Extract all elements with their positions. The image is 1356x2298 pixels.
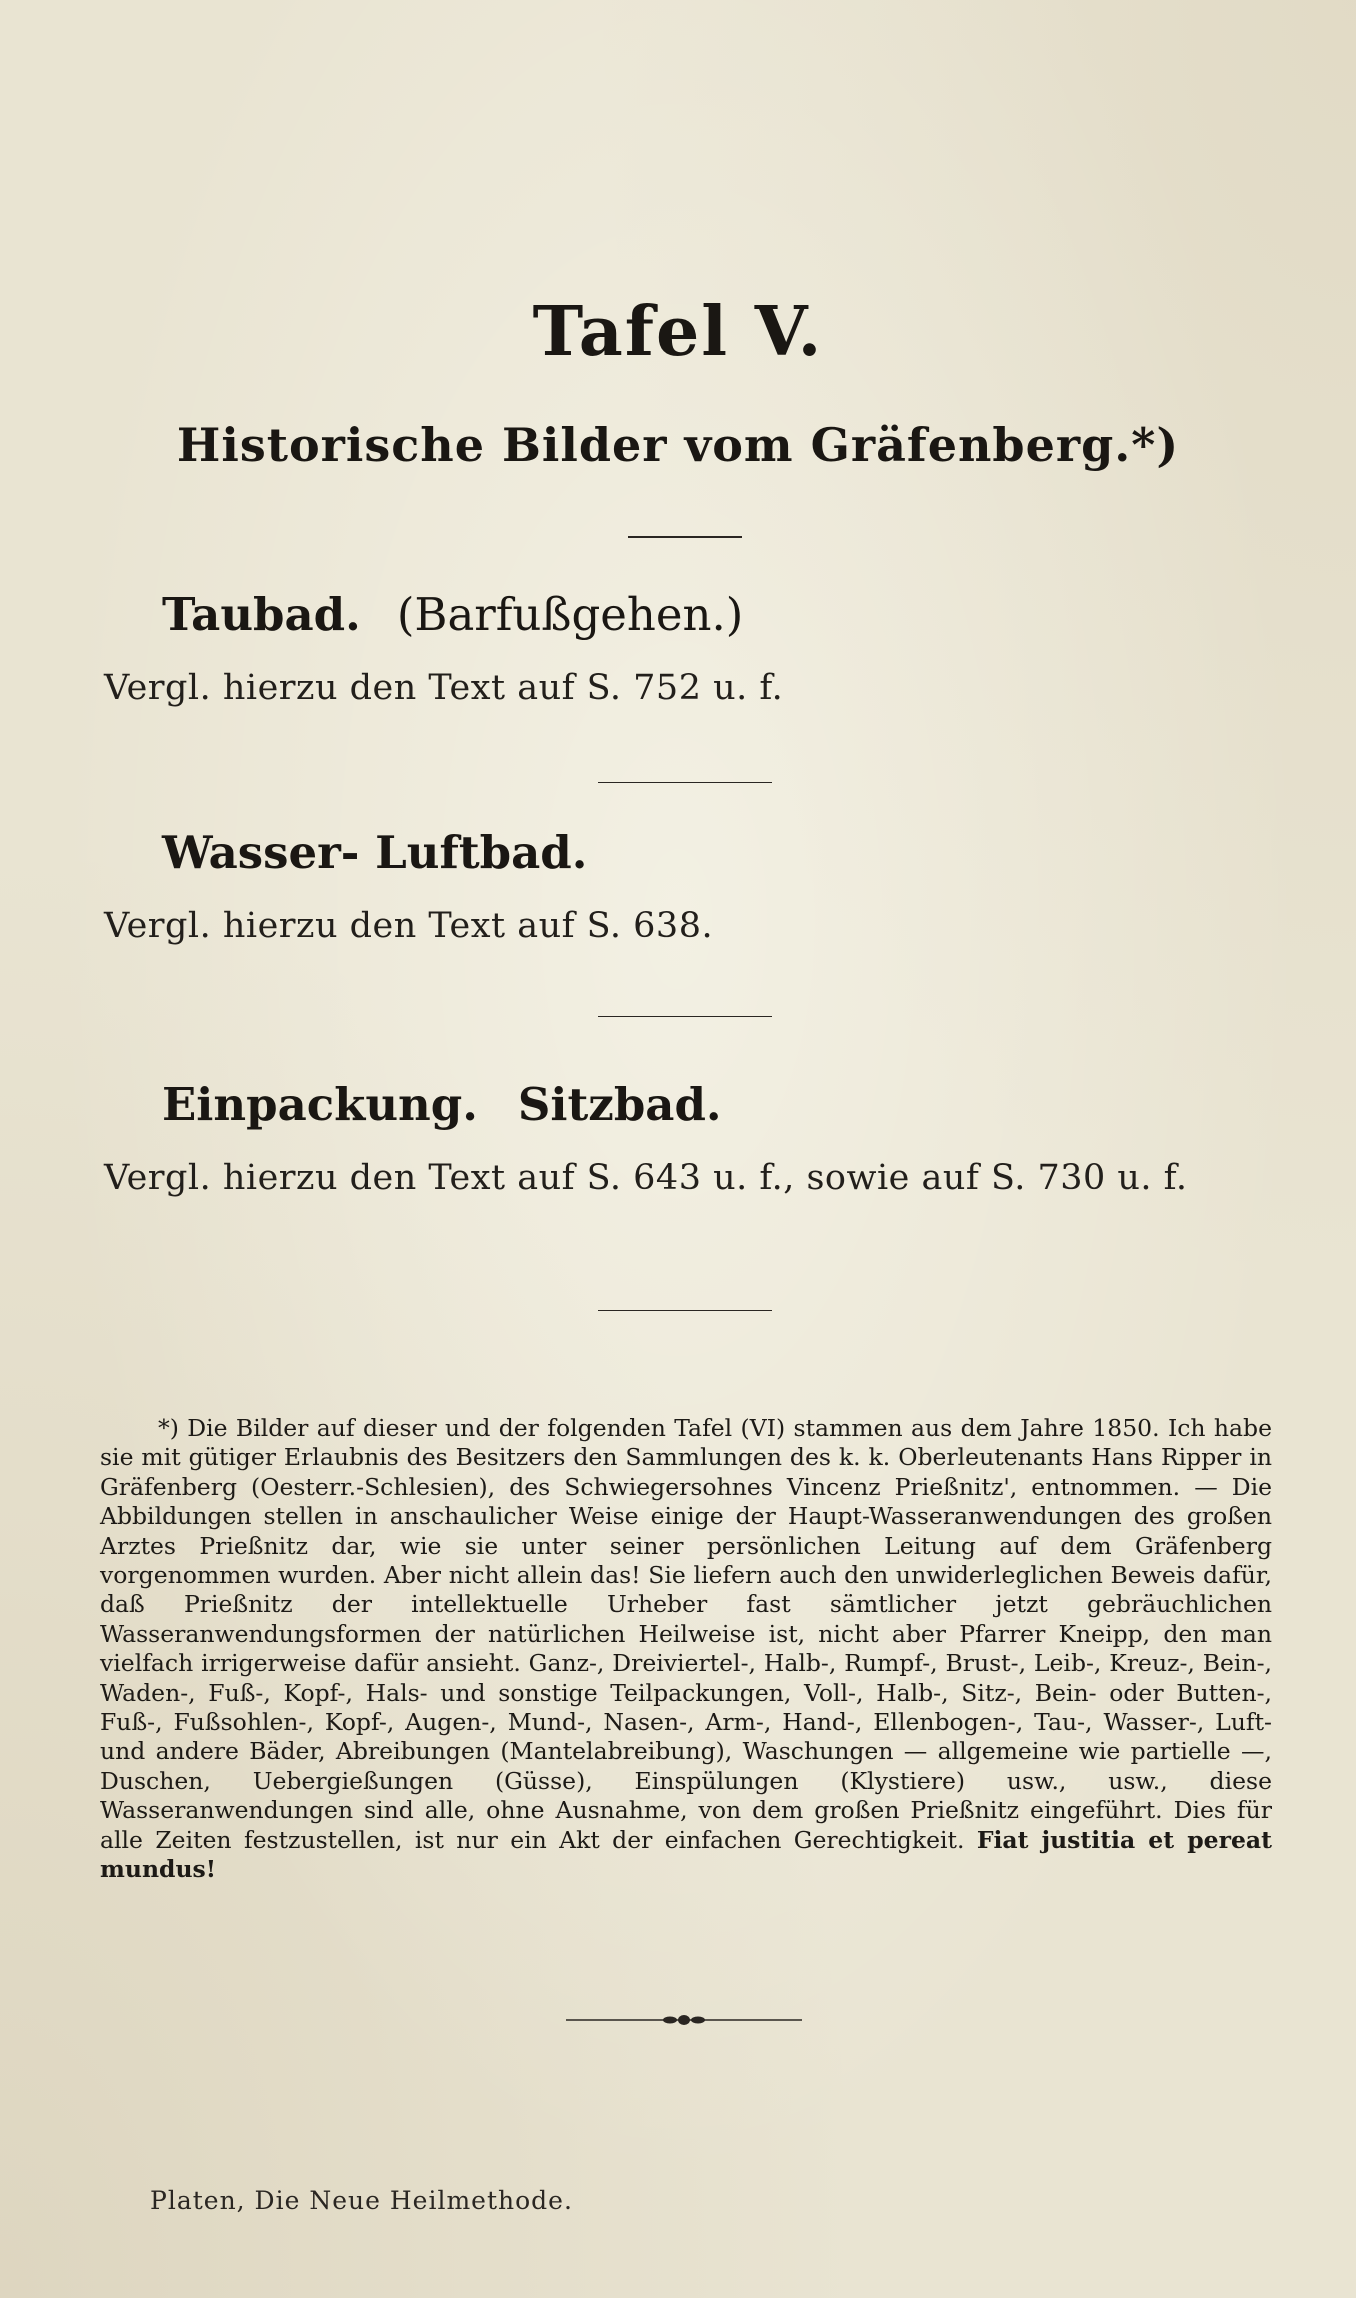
divider-rule	[598, 1016, 772, 1017]
page-footer: Platen, Die Neue Heilmethode.	[150, 2186, 573, 2215]
section-reference: Vergl. hierzu den Text auf S. 643 u. f., sowie auf S. 730 u. f.	[104, 1158, 1188, 1198]
ornament-divider	[566, 2008, 802, 2032]
footnote-text: *) Die Bilder auf dieser und der folgenden Tafel (VI) stammen aus dem Jahre 1850. Ich habe sie mit gütiger Erlaubnis des Besitzers den Sammlungen des k. k. Oberleutenants Hans Ripper in Gräfenberg (Oesterr.-Schlesien), des Schwiegersohnes Vincenz Prießnitz', entnommen. — Die Abbildungen stellen in anschaulicher Weise einige der Haupt-Wasseranwendungen des großen Arztes Prießnitz dar, wie sie unter seiner persönlichen Leitung auf dem Gräfenberg vorgenommen wurden. Aber nicht allein das! Sie liefern auch den unwiderleglichen Beweis dafür, daß Prießnitz der intellektuelle Urheber fast sämtlicher jetzt gebräuchlichen Wasseranwendungsformen der natürlichen Heilweise ist, nicht aber Pfarrer Kneipp, den man vielfach irrigerweise dafür ansieht. Ganz-, Dreiviertel-, Halb-, Rumpf-, Brust-, Leib-, Kreuz-, Bein-, Waden-, Fuß-, Kopf-, Hals- und sonstige Teilpackungen, Voll-, Halb-, Sitz-, Bein- oder Butten-, Fuß-, Fußsohlen-, Kopf-, Augen-, Mund-, Nasen-, Arm-, Hand-, Ellenbogen-, Tau-, Wasser-, Luft- und andere Bäder, Abreibungen (Mantelabreibung), Waschungen — allgemeine wie partielle —, Duschen, Uebergießungen (Güsse), Einspülungen (Klystiere) usw., usw., diese Wasseranwendungen sind alle, ohne Ausnahme, von dem großen Prießnitz eingeführt. Dies für alle Zeiten festzustellen, ist nur ein Akt der einfachen Gerechtigkeit.	[100, 1414, 1272, 1854]
section-heading-einpackung-sitzbad	[162, 1078, 722, 1131]
divider-rule	[598, 782, 772, 783]
section-reference: Vergl. hierzu den Text auf S. 638.	[104, 906, 714, 946]
section-heading-aside: (Barfußgehen.)	[396, 588, 744, 641]
plate-subtitle: Historische Bilder vom Gräfenberg.*)	[176, 418, 1180, 472]
divider-rule	[628, 536, 742, 538]
footnote	[100, 1414, 1272, 1885]
footnote-latin-quote: Fiat justitia et pereat mundus!	[100, 1825, 1272, 1884]
divider-rule	[598, 1310, 772, 1311]
section-heading-text: Wasser- Luftbad.	[162, 826, 588, 879]
section-heading-text: Einpackung.	[162, 1078, 478, 1131]
section-heading-taubad	[162, 588, 743, 641]
plate-title: Tafel V.	[532, 292, 824, 372]
section-heading-text: Taubad.	[162, 588, 361, 641]
section-reference: Vergl. hierzu den Text auf S. 752 u. f.	[104, 668, 784, 708]
section-heading-second: Sitzbad.	[517, 1078, 722, 1131]
section-heading-wasser-luftbad	[162, 826, 587, 879]
